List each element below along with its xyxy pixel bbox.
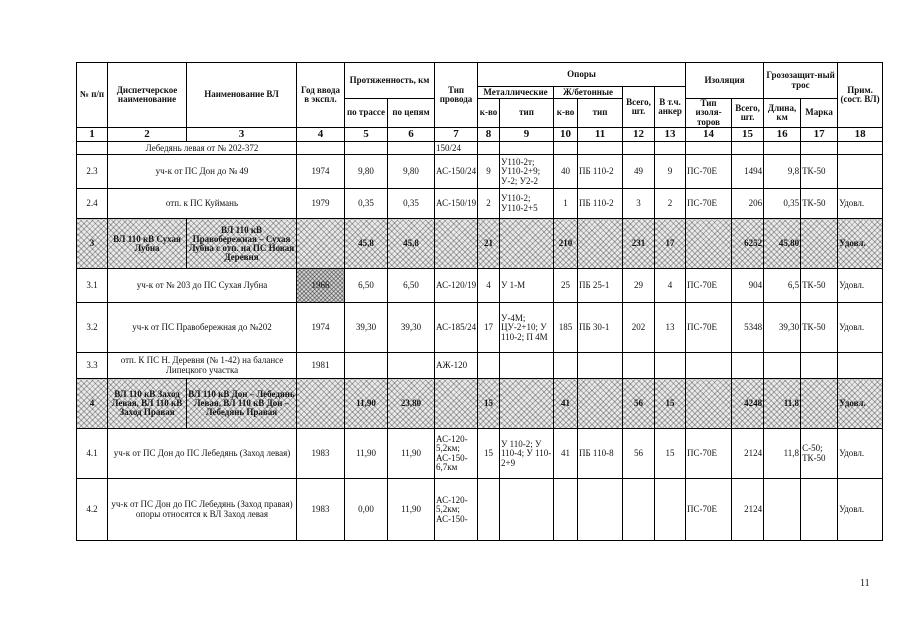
row-wire: АС-120-5,2км; АС-150- — [435, 479, 478, 541]
row-gr-mark — [801, 479, 838, 541]
row-conc-type — [578, 353, 623, 379]
row-metal-qty: 9 — [478, 155, 500, 189]
row-anchor: 2 — [655, 189, 686, 219]
row-gr-len — [764, 353, 801, 379]
row-num: 4 — [77, 379, 108, 429]
row-conc-qty: 185 — [554, 303, 578, 353]
table-row — [77, 142, 883, 155]
hdr-wire-type: Тип провода — [435, 63, 478, 128]
hdr-metal: Металлические — [478, 87, 554, 99]
row-conc-qty: 40 — [554, 155, 578, 189]
row-gr-len: 6,5 — [764, 269, 801, 303]
row-total — [623, 479, 655, 541]
row-wire: АС-120-5,2км; АС-150-6,7км — [435, 429, 478, 479]
row-num: 4.2 — [77, 479, 108, 541]
column-number: 10 — [554, 128, 578, 142]
row-wire: АС-150/24 — [435, 155, 478, 189]
row-name: уч-к от ПС Дон до № 49 — [108, 155, 297, 189]
row-name: ВЛ 110 кВ Дон – Лебедянь Левая, ВЛ 110 кВ Дон – Лебедянь Правая — [187, 379, 297, 429]
row-empty-cell — [623, 142, 655, 155]
table-row — [77, 303, 883, 353]
row-iso-type: ПС-70Е — [686, 269, 732, 303]
row-conc-qty: 25 — [554, 269, 578, 303]
row-conc-qty: 41 — [554, 379, 578, 429]
row-len-route: 39,30 — [345, 303, 388, 353]
row-empty-cell — [732, 142, 764, 155]
row-metal-type — [500, 379, 554, 429]
row-iso-type: ПС-70Е — [686, 429, 732, 479]
row-gr-len: 39,30 — [764, 303, 801, 353]
row-num: 2.4 — [77, 189, 108, 219]
row-conc-qty: 41 — [554, 429, 578, 479]
row-wire: АС-150/19 — [435, 189, 478, 219]
row-note: Удовл. — [838, 479, 883, 541]
row-empty-cell — [764, 142, 801, 155]
row-num — [77, 142, 108, 155]
hdr-note: Прим. (сост. ВЛ) — [838, 63, 883, 128]
hdr-ground-mark: Марка — [801, 99, 838, 128]
row-gr-len: 45,80 — [764, 219, 801, 269]
row-dispatch-name: ВЛ 110 кВ Сухая Лубна — [108, 219, 187, 269]
row-gr-mark: С-50; ТК-50 — [801, 429, 838, 479]
row-conc-qty — [554, 353, 578, 379]
row-len-route — [345, 353, 388, 379]
hdr-metal-type: тип — [500, 99, 554, 128]
row-metal-type — [500, 219, 554, 269]
hdr-incl-anchor: В т.ч. анкер — [655, 87, 686, 128]
hdr-conc-qty: к-во — [554, 99, 578, 128]
row-gr-mark: ТК-50 — [801, 155, 838, 189]
row-total: 49 — [623, 155, 655, 189]
row-iso-type: ПС-70Е — [686, 189, 732, 219]
row-note: Удовл. — [838, 429, 883, 479]
row-gr-len: 11,8 — [764, 429, 801, 479]
hdr-isolation: Изоляция — [686, 63, 764, 99]
column-number: 6 — [388, 128, 435, 142]
row-gr-len: 9,8 — [764, 155, 801, 189]
row-len-route: 11,90 — [345, 379, 388, 429]
row-note — [838, 353, 883, 379]
row-empty-cell — [500, 142, 554, 155]
row-note: Удовл. — [838, 303, 883, 353]
row-gr-mark — [801, 379, 838, 429]
row-wire: АС-120/19 — [435, 269, 478, 303]
row-iso-type: ПС-70Е — [686, 479, 732, 541]
row-dispatch-name: ВЛ 110 кВ Заход Левая, ВЛ 110 кВ Заход Правая — [108, 379, 187, 429]
hdr-year: Год ввода в экспл. — [297, 63, 345, 128]
row-anchor — [655, 353, 686, 379]
row-wire: АЖ-120 — [435, 353, 478, 379]
row-iso-type — [686, 353, 732, 379]
row-metal-type: У110-2; У110-2+5 — [500, 189, 554, 219]
row-year: 1966 — [297, 269, 345, 303]
row-note: Удовл. — [838, 379, 883, 429]
row-empty-cell — [578, 142, 623, 155]
row-year — [297, 379, 345, 429]
row-metal-qty: 15 — [478, 429, 500, 479]
row-conc-type: ПБ 110-2 — [578, 155, 623, 189]
row-conc-type — [578, 219, 623, 269]
hdr-supports: Опоры — [478, 63, 686, 87]
row-total: 29 — [623, 269, 655, 303]
row-empty-cell — [478, 142, 500, 155]
column-number: 13 — [655, 128, 686, 142]
row-len-circuit: 39,30 — [388, 303, 435, 353]
row-year: 1974 — [297, 303, 345, 353]
row-gr-mark — [801, 353, 838, 379]
column-number: 15 — [732, 128, 764, 142]
table-header — [77, 63, 883, 142]
table-row — [77, 429, 883, 479]
hdr-length: Протяженность, км — [345, 63, 435, 99]
row-total — [623, 353, 655, 379]
row-gr-mark — [801, 219, 838, 269]
row-note: Удовл. — [838, 219, 883, 269]
row-conc-type: ПБ 110-8 — [578, 429, 623, 479]
row-name: отп. К ПС Н. Деревня (№ 1-42) на балансе Липецкого участка — [108, 353, 297, 379]
row-name: уч-к от ПС Дон до ПС Лебедянь (Заход правая) опоры относятся к ВЛ Заход левая — [108, 479, 297, 541]
row-year: 1974 — [297, 155, 345, 189]
row-name: уч-к от ПС Правобережная до №202 — [108, 303, 297, 353]
hdr-concrete: Ж/бетонные — [554, 87, 623, 99]
row-year: 1979 — [297, 189, 345, 219]
column-number: 17 — [801, 128, 838, 142]
table-row — [77, 155, 883, 189]
row-anchor: 15 — [655, 429, 686, 479]
row-iso-total — [732, 353, 764, 379]
row-total: 202 — [623, 303, 655, 353]
row-conc-type — [578, 479, 623, 541]
row-len-circuit: 9,80 — [388, 155, 435, 189]
row-gr-mark: ТК-50 — [801, 269, 838, 303]
row-len-circuit — [388, 142, 435, 155]
row-gr-len: 11,8 — [764, 379, 801, 429]
column-number: 14 — [686, 128, 732, 142]
row-wire: АС-185/24 — [435, 303, 478, 353]
column-number: 3 — [187, 128, 297, 142]
table-row — [77, 379, 883, 429]
row-total: 56 — [623, 429, 655, 479]
row-anchor — [655, 479, 686, 541]
row-len-route: 45,8 — [345, 219, 388, 269]
table-row — [77, 219, 883, 269]
hdr-len-circuit: по цепям — [388, 99, 435, 128]
row-num: 3.2 — [77, 303, 108, 353]
row-iso-type: ПС-70Е — [686, 303, 732, 353]
row-num: 3 — [77, 219, 108, 269]
row-iso-type: ПС-70Е — [686, 155, 732, 189]
row-num: 3.3 — [77, 353, 108, 379]
row-metal-qty: 2 — [478, 189, 500, 219]
row-gr-len — [764, 479, 801, 541]
row-conc-qty: 210 — [554, 219, 578, 269]
row-metal-type: У-4М; ЦУ-2+10; У 110-2; П 4М — [500, 303, 554, 353]
row-metal-type: У 1-М — [500, 269, 554, 303]
column-number: 8 — [478, 128, 500, 142]
row-total: 3 — [623, 189, 655, 219]
column-number: 16 — [764, 128, 801, 142]
hdr-total-pcs: Всего, шт. — [623, 87, 655, 128]
row-iso-total: 5348 — [732, 303, 764, 353]
row-metal-qty: 17 — [478, 303, 500, 353]
row-anchor: 15 — [655, 379, 686, 429]
row-anchor: 17 — [655, 219, 686, 269]
row-name: уч-к от ПС Дон до ПС Лебедянь (Заход левая) — [108, 429, 297, 479]
row-len-route: 9,80 — [345, 155, 388, 189]
column-number: 4 — [297, 128, 345, 142]
row-len-circuit: 23,80 — [388, 379, 435, 429]
row-name: уч-к от № 203 до ПС Сухая Лубна — [108, 269, 297, 303]
row-metal-qty: 21 — [478, 219, 500, 269]
table-row — [77, 479, 883, 541]
row-len-route: 0,35 — [345, 189, 388, 219]
row-len-route — [345, 142, 388, 155]
row-metal-qty: 4 — [478, 269, 500, 303]
row-conc-type — [578, 379, 623, 429]
row-anchor: 9 — [655, 155, 686, 189]
row-len-circuit: 11,90 — [388, 429, 435, 479]
line-registry-table — [76, 62, 883, 541]
row-num: 4.1 — [77, 429, 108, 479]
row-year: 1981 — [297, 353, 345, 379]
row-iso-type — [686, 379, 732, 429]
row-conc-type: ПБ 110-2 — [578, 189, 623, 219]
row-name: отп. к ПС Куймань — [108, 189, 297, 219]
row-len-circuit — [388, 353, 435, 379]
hdr-metal-qty: к-во — [478, 99, 500, 128]
column-number: 9 — [500, 128, 554, 142]
row-empty-cell — [554, 142, 578, 155]
row-len-circuit: 45,8 — [388, 219, 435, 269]
hdr-ground-len: Длина, км — [764, 99, 801, 128]
row-len-route: 6,50 — [345, 269, 388, 303]
row-len-circuit: 0,35 — [388, 189, 435, 219]
row-metal-type: У110-2т; У110-2+9; У-2; У2-2 — [500, 155, 554, 189]
row-conc-type: ПБ 30-1 — [578, 303, 623, 353]
row-iso-total: 206 — [732, 189, 764, 219]
row-year — [297, 142, 345, 155]
row-anchor: 13 — [655, 303, 686, 353]
hdr-conc-type: тип — [578, 99, 623, 128]
hdr-iso-total: Всего, шт. — [732, 99, 764, 128]
page-number: 11 — [860, 578, 870, 589]
hdr-line-name: Наименование ВЛ — [187, 63, 297, 128]
column-number: 18 — [838, 128, 883, 142]
row-len-route: 0,00 — [345, 479, 388, 541]
column-number-row — [77, 128, 883, 142]
row-len-route: 11,90 — [345, 429, 388, 479]
hdr-dispatch-name: Диспетчерское наименование — [108, 63, 187, 128]
column-number: 1 — [77, 128, 108, 142]
row-metal-type — [500, 353, 554, 379]
row-year: 1983 — [297, 479, 345, 541]
row-num: 3.1 — [77, 269, 108, 303]
row-total: 56 — [623, 379, 655, 429]
row-wire — [435, 379, 478, 429]
row-metal-type — [500, 479, 554, 541]
row-anchor: 4 — [655, 269, 686, 303]
row-metal-type: У 110-2; У 110-4; У 110-2+9 — [500, 429, 554, 479]
column-number: 12 — [623, 128, 655, 142]
row-iso-total: 4248 — [732, 379, 764, 429]
row-name: Лебедянь левая от № 202-372 — [108, 142, 297, 155]
row-year — [297, 219, 345, 269]
row-metal-qty — [478, 353, 500, 379]
row-name: ВЛ 110 кВ Правобережная – Сухая Лубна с отп. на ПС Новая Деревня — [187, 219, 297, 269]
row-conc-type: ПБ 25-1 — [578, 269, 623, 303]
column-number: 2 — [108, 128, 187, 142]
hdr-ground-wire: Грозозащит-ный трос — [764, 63, 838, 99]
table-row — [77, 269, 883, 303]
row-iso-total: 2124 — [732, 429, 764, 479]
row-gr-mark: ТК-50 — [801, 303, 838, 353]
row-iso-total: 904 — [732, 269, 764, 303]
row-len-circuit: 6,50 — [388, 269, 435, 303]
row-gr-len: 0,35 — [764, 189, 801, 219]
row-note — [838, 155, 883, 189]
row-total: 231 — [623, 219, 655, 269]
hdr-num: № п/п — [77, 63, 108, 128]
table-body — [77, 142, 883, 541]
table-row — [77, 353, 883, 379]
table-row — [77, 189, 883, 219]
row-iso-total: 2124 — [732, 479, 764, 541]
hdr-len-route: по трассе — [345, 99, 388, 128]
row-iso-total: 6252 — [732, 219, 764, 269]
row-empty-cell — [655, 142, 686, 155]
column-number: 5 — [345, 128, 388, 142]
row-wire — [435, 219, 478, 269]
row-len-circuit: 11,90 — [388, 479, 435, 541]
row-metal-qty: 15 — [478, 379, 500, 429]
row-empty-cell — [838, 142, 883, 155]
row-conc-qty — [554, 479, 578, 541]
row-gr-mark: ТК-50 — [801, 189, 838, 219]
row-year: 1983 — [297, 429, 345, 479]
column-number: 7 — [435, 128, 478, 142]
hdr-iso-type: Тип изоля-торов — [686, 99, 732, 128]
row-note: Удовл. — [838, 189, 883, 219]
row-empty-cell — [686, 142, 732, 155]
row-wire: 150/24 — [435, 142, 478, 155]
row-metal-qty — [478, 479, 500, 541]
row-conc-qty: 1 — [554, 189, 578, 219]
row-num: 2.3 — [77, 155, 108, 189]
row-iso-type — [686, 219, 732, 269]
column-number: 11 — [578, 128, 623, 142]
row-empty-cell — [801, 142, 838, 155]
row-note: Удовл. — [838, 269, 883, 303]
row-iso-total: 1494 — [732, 155, 764, 189]
